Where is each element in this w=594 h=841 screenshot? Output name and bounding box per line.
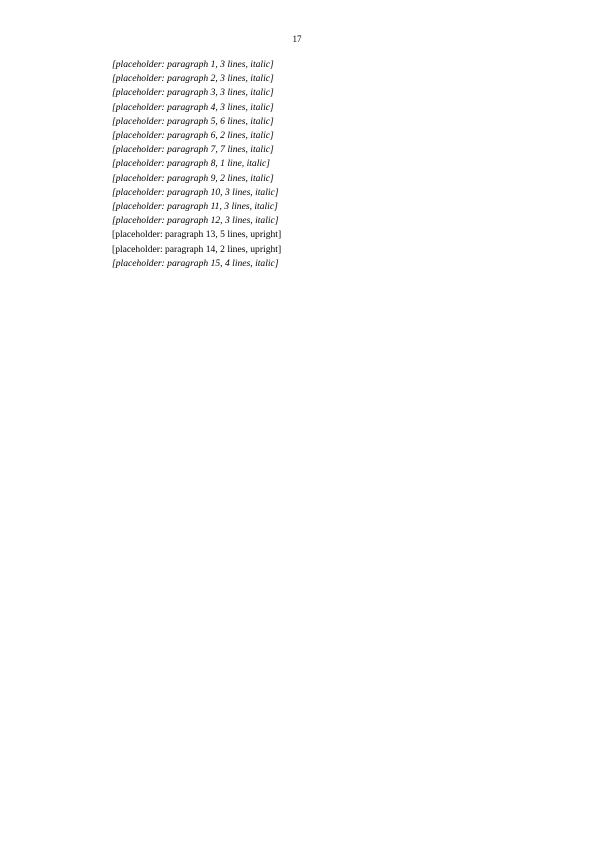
body-paragraph: [placeholder: paragraph 4, 3 lines, italic]	[112, 101, 274, 113]
body-paragraph: [placeholder: paragraph 9, 2 lines, italic]	[112, 172, 274, 184]
body-paragraph: [placeholder: paragraph 11, 3 lines, italic]	[112, 201, 278, 213]
body-paragraph: [placeholder: paragraph 6, 2 lines, italic]	[112, 130, 274, 142]
body-paragraph: [placeholder: paragraph 14, 2 lines, upright]	[112, 243, 282, 255]
body-paragraph: [placeholder: paragraph 2, 3 lines, italic]	[112, 73, 274, 85]
body-paragraph: [placeholder: paragraph 7, 7 lines, italic]	[112, 144, 274, 156]
body-paragraph: [placeholder: paragraph 5, 6 lines, italic]	[112, 115, 274, 127]
body-paragraph: [placeholder: paragraph 13, 5 lines, upright]	[112, 229, 282, 241]
body-text	[84, 58, 554, 271]
body-paragraph: [placeholder: paragraph 8, 1 line, italic]	[112, 158, 271, 170]
page-number: 17	[292, 34, 302, 44]
body-paragraph: [placeholder: paragraph 15, 4 lines, italic]	[112, 257, 279, 269]
body-paragraph: [placeholder: paragraph 10, 3 lines, italic]	[112, 186, 279, 198]
body-paragraph: [placeholder: paragraph 1, 3 lines, italic]	[112, 59, 274, 70]
body-paragraph: [placeholder: paragraph 3, 3 lines, italic]	[112, 87, 274, 99]
body-paragraph: [placeholder: paragraph 12, 3 lines, italic]	[112, 215, 279, 227]
